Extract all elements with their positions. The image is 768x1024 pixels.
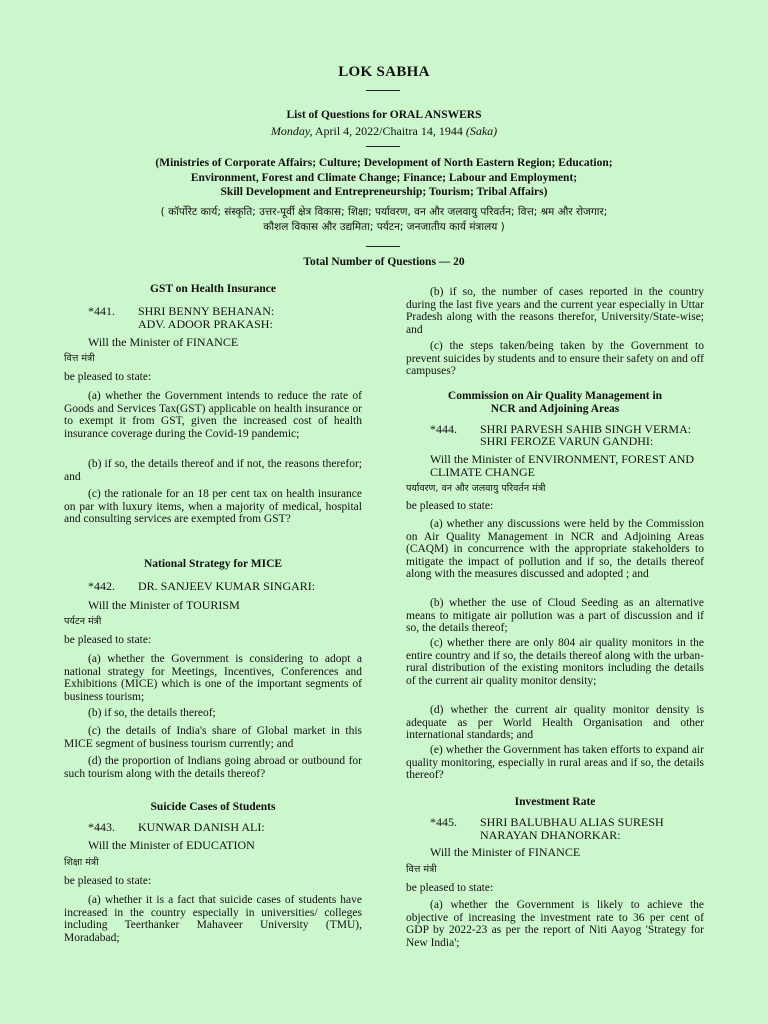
minister-hindi: शिक्षा मंत्री — [64, 857, 99, 868]
member-name: SHRI FEROZE VARUN GANDHI: — [480, 434, 654, 448]
ministries-hindi-line: ( कॉर्पोरेट कार्य; संस्कृति; उत्तर-पूर्वी क्षेत्र विकास; शिक्षा; पर्यावरण, वन और जलवायु परिवर्तन; वित्त; श्रम और रोजगार; — [160, 206, 608, 218]
ministries-line: (Ministries of Corporate Affairs; Culture; Development of North Eastern Region; Education; — [155, 157, 613, 169]
pleased-line: be pleased to state: — [406, 500, 494, 512]
question-part: (c) the steps taken/being taken by the Government to prevent suicides by students and to ensure their safety on and off campuses? — [406, 340, 704, 378]
minister-hindi: वित्त मंत्री — [64, 353, 95, 364]
question-heading: Commission on Air Quality Management in — [447, 390, 663, 402]
member-name: SHRI BENNY BEHANAN: — [138, 304, 275, 318]
list-subtitle: List of Questions for ORAL ANSWERS — [286, 109, 482, 121]
question-part: (d) whether the current air quality monitor density is adequate as per World Health Organisation and other international standards; and — [406, 704, 704, 742]
member-name: KUNWAR DANISH ALI: — [138, 820, 265, 834]
pleased-line: be pleased to state: — [64, 634, 152, 646]
question-part: (a) whether the Government is likely to achieve the objective of increasing the investment rate to 36 per cent of GDP by 2022-23 as per the report of Niti Aayog 'Strategy for New India'; — [406, 899, 704, 949]
question-heading: National Strategy for MICE — [143, 558, 283, 570]
question-part: (a) whether any discussions were held by the Commission on Air Quality Management in NCR and Adjoining Areas (CAQM) in concurrence with the appropriate stakeholders to mitigate the impact of pollution and if so, the details thereof along with the measures discussed and adopted ; and — [406, 518, 704, 581]
member-name: SHRI PARVESH SAHIB SINGH VERMA: — [480, 422, 692, 436]
minister-line: Will the Minister of TOURISM — [88, 598, 240, 612]
question-number-line — [64, 821, 362, 834]
total-questions: Total Number of Questions — 20 — [303, 256, 465, 268]
question-part: (b) whether the use of Cloud Seeding as an alternative means to mitigate air pollution was a part of discussion and if so, the details thereof; — [406, 597, 704, 635]
question-number: *442. — [88, 579, 115, 593]
question-part: (c) the details of India's share of Global market in this MICE segment of business tourism currently; and — [64, 725, 362, 750]
divider — [366, 246, 400, 247]
question-heading: Investment Rate — [514, 796, 596, 808]
member-name: NARAYAN DHANORKAR: — [480, 828, 621, 842]
minister-hindi: पर्यावरण, वन और जलवायु परिवर्तन मंत्री — [406, 483, 546, 494]
ministries-hindi — [80, 205, 688, 234]
member-name: SHRI BALUBHAU ALIAS SURESH — [480, 815, 664, 829]
date-main: April 4, 2022/Chaitra 14, 1944 — [314, 124, 463, 138]
minister-line: Will the Minister of FINANCE — [430, 845, 581, 859]
question-part: (a) whether the Government intends to reduce the rate of Goods and Services Tax(GST) applicable on health insurance or to exempt it from GST, given the increased cost of health insurance coverage during the Covid-19 pandemic; — [64, 390, 362, 440]
question-number-line — [64, 580, 362, 593]
question-heading: GST on Health Insurance — [150, 283, 276, 295]
divider — [366, 146, 400, 147]
ministries-line: Skill Development and Entrepreneurship; Tourism; Tribal Affairs) — [220, 186, 548, 198]
question-number: *441. — [88, 304, 115, 318]
question-part: (c) the rationale for an 18 per cent tax on health insurance on par with luxury items, when a majority of medical, hospital and consulting services are exempted from GST? — [64, 488, 362, 526]
question-number: *445. — [430, 815, 457, 829]
question-heading: Suicide Cases of Students — [150, 801, 276, 813]
date-day: Monday, — [270, 124, 313, 138]
member-name: ADV. ADOOR PRAKASH: — [138, 317, 273, 331]
pleased-line: be pleased to state: — [64, 875, 152, 887]
ministries-list — [90, 156, 678, 200]
question-number: *443. — [88, 820, 115, 834]
question-number-line — [64, 305, 362, 318]
question-number: *444. — [430, 422, 457, 436]
question-part: (a) whether it is a fact that suicide cases of students have increased in the country especially in universities/ colleges including Teerthanker Mahaveer University (TMU), Moradabad; — [64, 894, 362, 944]
page-title: LOK SABHA — [338, 64, 430, 80]
pleased-line: be pleased to state: — [64, 371, 152, 383]
ministries-hindi-line: कौशल विकास और उद्यमिता; पर्यटन; जनजातीय कार्य मंत्रालय ) — [263, 220, 505, 233]
question-part: (e) whether the Government has taken efforts to expand air quality monitoring, especially in rural areas and if so, the details thereof? — [406, 744, 704, 782]
question-part: (b) if so, the details thereof; — [88, 707, 216, 719]
divider — [366, 90, 400, 91]
date-saka: (Saka) — [465, 124, 498, 138]
minister-line: Will the Minister of EDUCATION — [88, 838, 255, 852]
ministries-line: Environment, Forest and Climate Change; Finance; Labour and Employment; — [190, 171, 578, 184]
question-part: (c) whether there are only 804 air quality monitors in the entire country and if so, the details thereof along with the urban- rural distribution of the existing monitors including the details of the current air quality monitor density; — [406, 637, 704, 687]
question-part: (b) if so, the details thereof and if not, the reasons therefor; and — [64, 458, 362, 483]
member-name: DR. SANJEEV KUMAR SINGARI: — [138, 579, 316, 593]
pleased-line: be pleased to state: — [406, 882, 494, 894]
minister-line: Will the Minister of ENVIRONMENT, FOREST AND CLIMATE CHANGE — [430, 452, 695, 479]
question-part: (d) the proportion of Indians going abroad or outbound for such tourism along with the details thereof? — [64, 755, 362, 780]
question-heading: NCR and Adjoining Areas — [490, 403, 620, 415]
minister-hindi: पर्यटन मंत्री — [64, 616, 102, 627]
question-part: (b) if so, the number of cases reported in the country during the last five years and the current year especially in Uttar Pradesh along with the reasons therefor, University/State-wise; and — [406, 286, 704, 336]
question-part: (a) whether the Government is considering to adopt a national strategy for Meetings, Incentives, Conferences and Exhibitions (MICE) which is one of the important segments of business tourism; — [64, 653, 362, 703]
date-line — [0, 124, 768, 139]
question-number-line — [406, 816, 704, 829]
minister-line: Will the Minister of FINANCE — [88, 335, 239, 349]
minister-hindi: वित्त मंत्री — [406, 864, 437, 875]
